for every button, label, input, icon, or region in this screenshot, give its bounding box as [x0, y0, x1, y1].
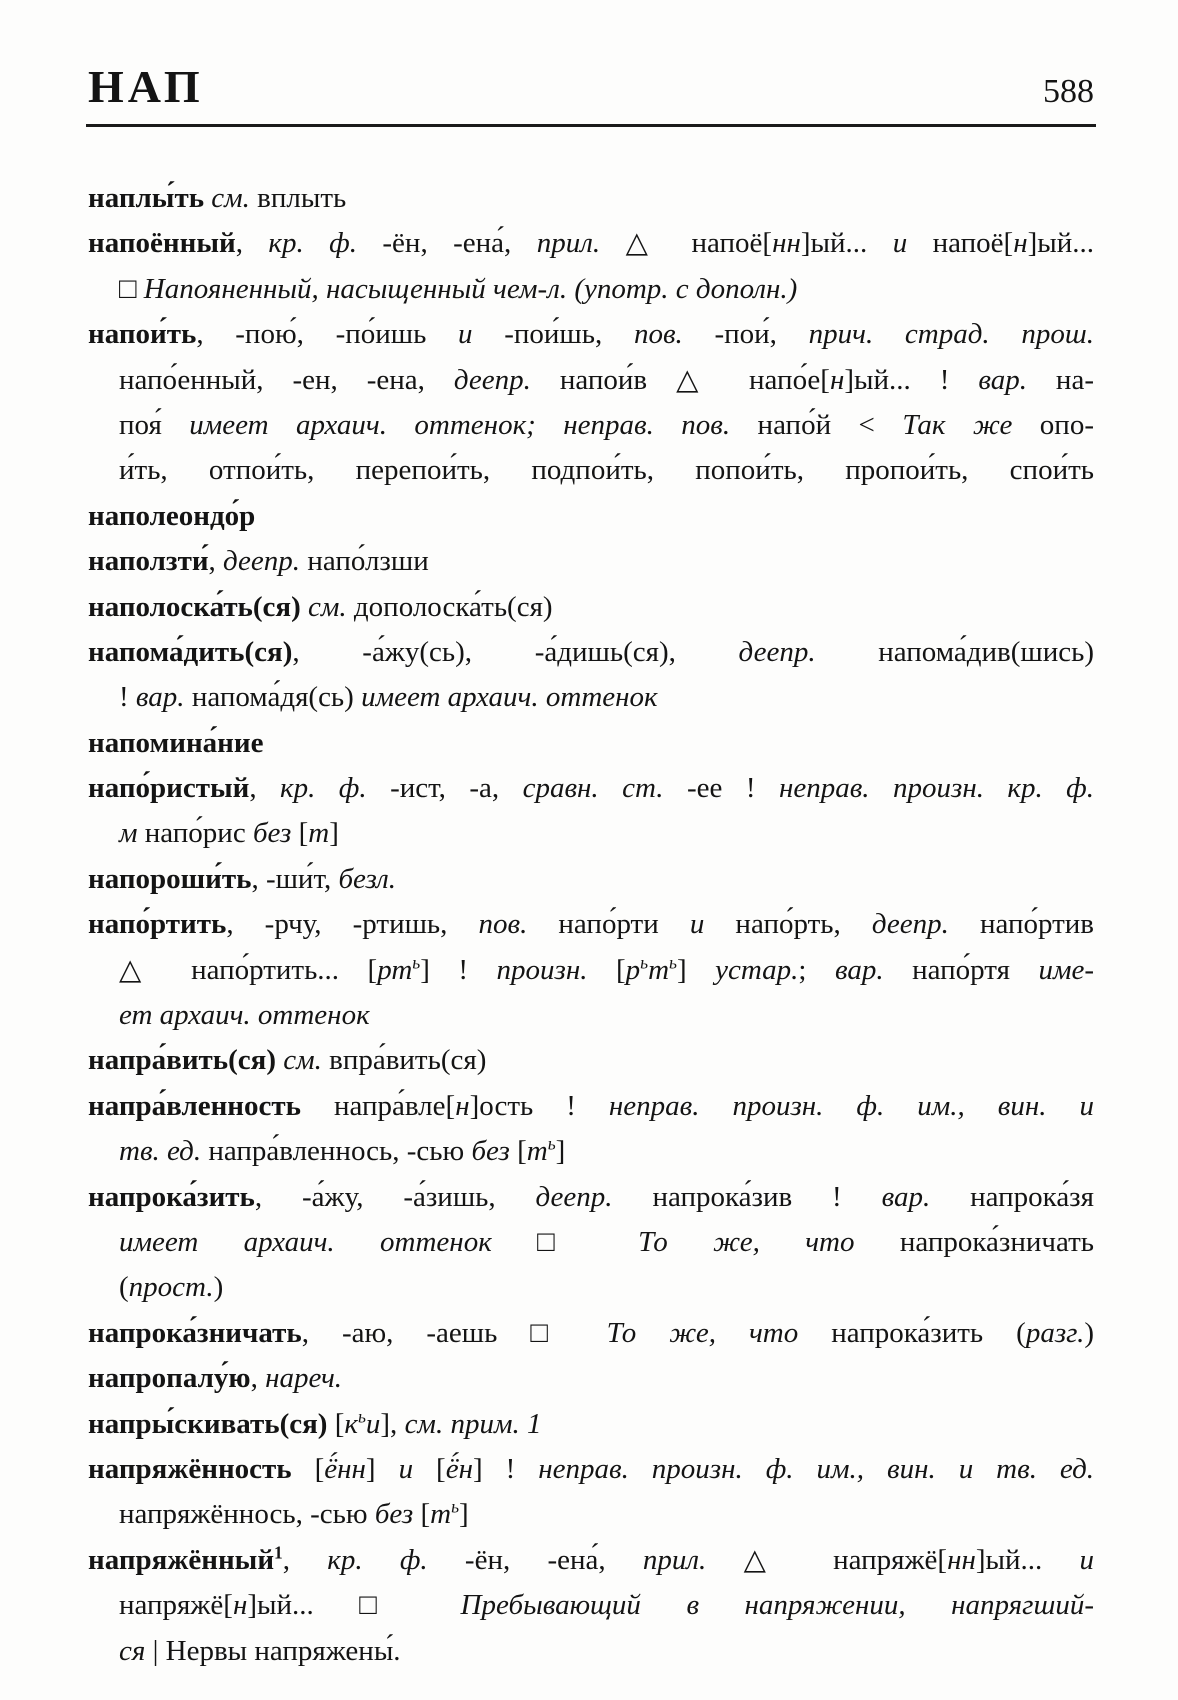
headword-run: напомина́ние [88, 726, 264, 759]
text-run: [ [509, 1135, 527, 1168]
text-run: и [398, 1452, 414, 1485]
page-number: 588 [1043, 73, 1094, 110]
dictionary-line [88, 721, 1094, 766]
text-run: имеет архаич. оттенок [361, 681, 658, 714]
text-run: ся [119, 1634, 146, 1667]
text-run: ) [213, 1271, 224, 1304]
running-head: НАП [88, 61, 204, 112]
dictionary-line [88, 1402, 1094, 1447]
text-run: ! [119, 681, 136, 714]
text-run: нн [947, 1543, 976, 1576]
text-run: напо́й < [730, 408, 903, 441]
text-run: деепр. [535, 1180, 613, 1213]
dictionary-line [88, 1220, 1094, 1265]
dictionary-line [88, 358, 1094, 403]
text-run: ] ! [420, 953, 497, 986]
text-run: кр. ф. [327, 1543, 428, 1576]
dictionary-line [88, 1492, 1094, 1537]
text-run: н [455, 1089, 470, 1122]
text-run: тв. ед. [119, 1135, 202, 1168]
text-run: ь [412, 951, 421, 972]
text-run: безл. [338, 862, 396, 895]
headword-run: напороши́ть [88, 862, 252, 895]
text-run: То же, что [638, 1225, 855, 1258]
text-run: напо́ртя [883, 953, 1039, 986]
text-run: дополоска́ть(ся) [346, 590, 553, 623]
text-run: и [1079, 1543, 1095, 1576]
text-run: ], [380, 1407, 405, 1440]
headword-run: напома́дить(ся) [88, 635, 293, 668]
text-run: напра́вленнось, -сью [201, 1135, 472, 1168]
dictionary-line [88, 630, 1094, 675]
text-run: -ист, -а, [366, 772, 523, 805]
dictionary-line [88, 1084, 1094, 1129]
text-run: Так же [902, 408, 1013, 441]
text-run: напо́рти [527, 908, 690, 941]
dictionary-line [88, 1629, 1094, 1674]
text-run: напряжё[ [119, 1589, 233, 1622]
text-run: напо́енный, -ен, -ена, [119, 363, 454, 396]
text-run: Напояненный, насыщенный чем-л. (употр. с дополн.) [143, 272, 798, 305]
text-run: т [526, 1135, 548, 1168]
text-run: вар. [978, 363, 1027, 396]
text-run: △ напряжё[ [706, 1543, 948, 1576]
text-run: [ [413, 1498, 431, 1531]
dictionary-line [88, 675, 1094, 720]
text-run: напра́вле[ [300, 1089, 456, 1122]
text-run: напои́в △ напо́е[ [530, 363, 830, 396]
text-run: вплыть [249, 182, 347, 214]
dictionary-line [88, 857, 1094, 902]
dictionary-line [88, 1356, 1094, 1401]
text-run: произн. [496, 953, 588, 986]
text-run: напряжённось, -сью [119, 1498, 375, 1531]
text-run: ) [1084, 1316, 1094, 1349]
dictionary-line [88, 176, 1094, 221]
text-run: деепр. [453, 363, 531, 396]
text-run: поя́ [119, 408, 190, 441]
text-run: , [282, 1543, 328, 1576]
text-run: -ее ! [663, 772, 779, 805]
dictionary-line [88, 448, 1094, 493]
text-run: [ [327, 1407, 345, 1440]
headword-run: напоённый [88, 227, 236, 260]
text-run: прост. [128, 1271, 214, 1304]
headword-run: напо́ртить [88, 908, 227, 941]
text-run: , -аю, -аешь □ [301, 1316, 607, 1349]
text-run: , -рчу, -ртишь, [226, 908, 479, 941]
headword-run: наполеондо́р [88, 499, 256, 532]
dictionary-line [88, 993, 1094, 1038]
text-run: , [208, 545, 224, 578]
headword-run: напряжённый [88, 1543, 275, 1576]
dictionary-line [88, 403, 1094, 448]
text-run: м [119, 817, 138, 850]
text-run: р [625, 953, 641, 986]
text-run: напрока́зить ( [798, 1316, 1026, 1349]
text-run: кр. ф. [280, 772, 367, 805]
text-run: опо- [1012, 408, 1094, 441]
text-run: ] ! [472, 1452, 539, 1485]
text-run: вар. [835, 953, 884, 986]
dictionary-line [88, 1447, 1094, 1492]
text-run: напрока́зив ! [612, 1180, 882, 1213]
text-run: имеет архаич. оттенок; неправ. пов. [189, 408, 731, 441]
text-run: сравн. ст. [522, 772, 664, 805]
text-run: н [232, 1589, 248, 1622]
dictionary-line [88, 494, 1094, 539]
text-run: неправ. произн. ф. им., вин. и тв. ед. [538, 1452, 1094, 1485]
text-run: ]ость ! [469, 1089, 609, 1122]
text-run: ; [798, 953, 835, 986]
text-run: и [365, 1407, 381, 1440]
dictionary-line [88, 811, 1094, 856]
headword-run: наполоска́ть(ся) [88, 590, 301, 623]
text-run: вар. [881, 1180, 931, 1213]
text-run: ] [676, 953, 716, 986]
text-run: ]ый... [975, 1543, 1080, 1576]
text-run: неправ. произн. кр. ф. [778, 772, 1095, 805]
headword-run: напо́ристый [88, 772, 250, 805]
dictionary-line [88, 902, 1094, 947]
text-run: | Нервы напряжены́. [145, 1634, 401, 1667]
text-run: -ён, -ена́, [427, 1543, 643, 1576]
dictionary-line [88, 1129, 1094, 1174]
text-run: напо́рть, [704, 908, 872, 941]
text-run: -пои́, [682, 318, 809, 351]
text-run: ]ый... ! [844, 363, 979, 396]
dictionary-line [88, 1265, 1094, 1310]
text-run: , [249, 772, 281, 805]
text-run: , -а́жу, -а́зишь, [254, 1180, 536, 1213]
dictionary-line [88, 766, 1094, 811]
text-run: ]ый... [800, 227, 893, 260]
text-run: -пои́шь, [472, 318, 634, 351]
text-run: и [892, 227, 908, 260]
dictionary-line [88, 539, 1094, 584]
headword-run: напра́вить(ся) [88, 1044, 276, 1077]
dictionary-line [88, 1311, 1094, 1356]
dictionary-line [88, 1038, 1094, 1083]
dictionary-line [88, 267, 1094, 312]
text-run: неправ. произн. ф. им., вин. и [608, 1089, 1094, 1122]
headword-run: наползти́ [88, 545, 209, 578]
text-run: напо́ртив [948, 908, 1094, 941]
text-run: Пребывающий в напряжении, напрягший- [460, 1589, 1094, 1622]
text-run: имеет архаич. оттенок [119, 1225, 492, 1258]
text-run: рт [377, 953, 413, 986]
text-run: напома́див(шись) [815, 635, 1094, 668]
text-run: без [252, 817, 292, 850]
headword-run: напропалу́ю [88, 1362, 251, 1395]
text-run: на- [1026, 363, 1094, 396]
text-run: [ [291, 1452, 325, 1485]
headword-run: напрока́зничать [88, 1316, 302, 1349]
text-run: без [471, 1135, 510, 1168]
text-run: устар. [715, 953, 799, 986]
text-run: пов. [633, 318, 683, 351]
text-run: ё́н [445, 1452, 473, 1485]
text-run: , [235, 227, 269, 260]
headword-run: напры́скивать(ся) [88, 1407, 328, 1440]
text-run: ] [555, 1135, 566, 1168]
dictionary-line [88, 312, 1094, 357]
text-run: ( [119, 1271, 129, 1304]
text-run: н [829, 363, 845, 396]
text-run: нн [772, 227, 801, 260]
text-run: кр. ф. [268, 227, 357, 260]
text-run: □ [119, 272, 144, 305]
headword-run: наплы́ть [88, 182, 205, 214]
text-run: ]ый... □ [247, 1589, 461, 1622]
text-run: см. [308, 590, 347, 623]
text-run [301, 591, 308, 623]
page-header [88, 61, 1094, 112]
dictionary-line [88, 1583, 1094, 1628]
text-run: ] [365, 1452, 399, 1485]
text-run: , [250, 1362, 266, 1395]
text-run: ь [451, 1496, 459, 1517]
text-run: см. прим. 1 [404, 1407, 542, 1440]
text-run: нареч. [265, 1362, 343, 1395]
text-run: ет архаич. оттенок [119, 999, 370, 1032]
text-run: и [458, 318, 473, 351]
text-run: □ [491, 1225, 639, 1258]
text-run: прил. [642, 1543, 707, 1576]
text-run: , -а́жу(сь), -а́дишь(ся), [292, 635, 739, 668]
text-run: напома́дя(сь) [184, 681, 362, 714]
text-run: напоё[ [907, 227, 1014, 260]
text-run: разг. [1025, 1316, 1085, 1349]
text-run: впра́вить(ся) [321, 1044, 487, 1077]
text-run: ь [357, 1405, 366, 1426]
text-run: ]ый... [1027, 227, 1095, 260]
headword-run: напои́ть [88, 318, 197, 351]
text-run: △ напоё[ [600, 227, 773, 260]
text-run: деепр. [223, 545, 301, 578]
text-run: вар. [135, 681, 185, 714]
text-run: деепр. [738, 635, 816, 668]
text-run: -ён, -ена́, [356, 227, 537, 260]
text-run: пов. [478, 908, 528, 941]
text-run: и [689, 908, 705, 941]
text-run: н [1013, 227, 1028, 260]
text-run: т [308, 817, 330, 850]
text-run: ь [640, 951, 649, 972]
text-run: [ [291, 817, 309, 850]
headword-run: 1 [274, 1542, 283, 1563]
text-run: ] [329, 817, 339, 850]
header-rule [86, 124, 1096, 127]
text-run: напрока́зя [930, 1180, 1094, 1213]
dictionary-line [88, 221, 1094, 266]
text-run: напрока́зничать [854, 1225, 1095, 1258]
headword-run: напра́вленность [88, 1089, 301, 1122]
dictionary-line [88, 585, 1094, 630]
text-run: и́ть, отпои́ть, перепои́ть, подпои́ть, попои́ть, пропои́ть, спои́ть [119, 454, 1094, 487]
text-run: т [648, 953, 670, 986]
text-run: То же, что [606, 1316, 799, 1349]
text-run: ь [669, 951, 677, 972]
text-run: прил. [536, 227, 601, 260]
headword-run: напрока́зить [88, 1180, 255, 1213]
dictionary-line [88, 948, 1094, 993]
text-run: ] [459, 1498, 469, 1531]
text-run: без [374, 1498, 414, 1531]
text-run: [ [587, 953, 626, 986]
headword-run: напряжённость [88, 1452, 292, 1485]
dictionary-line [88, 1175, 1094, 1220]
text-run: име- [1038, 953, 1094, 986]
text-run: см. [283, 1044, 322, 1077]
text-run: напо́лзши [300, 545, 429, 578]
text-run: ё́нн [324, 1452, 366, 1485]
text-run: , -ши́т, [251, 862, 339, 895]
text-run: к [344, 1407, 358, 1440]
text-run: ь [547, 1133, 556, 1154]
text-run: деепр. [871, 908, 949, 941]
text-run: т [430, 1498, 452, 1531]
text-run: [ [413, 1452, 446, 1485]
text-run: , -пою́, -по́ишь [196, 318, 459, 351]
dictionary-line [88, 1538, 1094, 1583]
text-run: △ напо́ртить... [ [119, 953, 378, 986]
text-run: прич. страд. прош. [808, 318, 1094, 351]
text-run: напо́рис [137, 817, 253, 850]
text-run: см. [211, 182, 250, 214]
dictionary-content [88, 176, 1094, 1674]
